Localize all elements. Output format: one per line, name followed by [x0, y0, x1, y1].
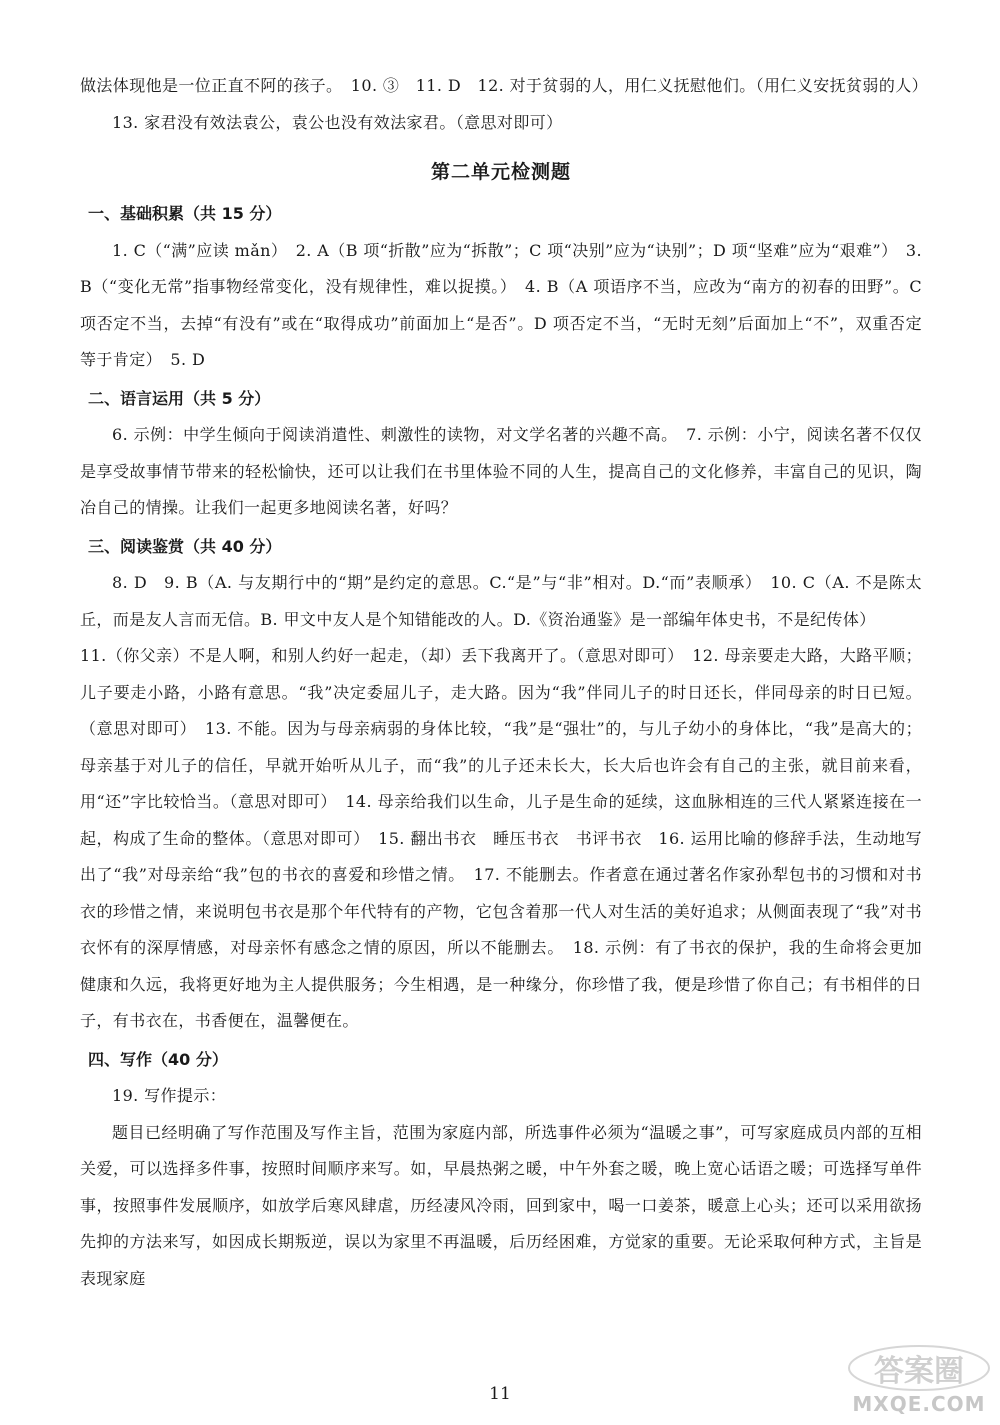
section-heading-language: 二、语言运用（共 5 分）: [88, 388, 271, 408]
section-writing-paragraph-1: 19. 写作提示：: [112, 1086, 227, 1105]
watermark-cjk-text: 答案圈: [874, 1354, 964, 1389]
section-reading-paragraph-2: 11.（你父亲）不是人啊，和别人约好一起走，（却）丢下我离开了。（意思对即可） 12. 母亲要走大路，大路平顺；儿子要走小路，小路有意思。“我”决定委屈儿子，走大路。因为“我”伴同儿子的时日还长，伴同母亲的时日已短。（意思对即可） 13. 不能。因为与母亲病弱的身体比较，“我”是“强壮”的，与儿子幼小的身体比，“我”是高大的；母亲基于对儿子的信任，早就开始听从儿子，而“我”的儿子还未长大，长大后也许会有自己的主张，就目前来看，用“还”字比较恰当。（意思对即可） 14. 母亲给我们以生命，儿子是生命的延续，这血脉相连的三代人紧紧连接在一起，构成了生命的整体。（意思对即可） 15. 翻出书衣 睡压书衣 书评书衣 16. 运用比喻的修辞手法，生动地写出了“我”对母亲给“我”包的书衣的喜爱和珍惜之情。 17. 不能删去。作者意在通过著名作家孙犁包书的习惯和对书衣的珍惜之情，来说明包书衣是那个年代特有的产物，它包含着那一代人对生活的美好追求；从侧面表现了“我”对书衣怀有的深厚情感，对母亲怀有感念之情的原因，所以不能删去。 18. 示例：有了书衣的保护，我的生命将会更加健康和久远，我将更好地为主人提供服务；今生相遇，是一种缘分，你珍惜了我，便是珍惜了你自己；有书相伴的日子，有书衣在，书香便在，温馨便在。: [80, 646, 922, 1030]
section-language-paragraph: 6. 示例：中学生倾向于阅读消遣性、刺激性的读物，对文学名著的兴趣不高。 7. 示例：小宁，阅读名著不仅仅是享受故事情节带来的轻松愉快，还可以让我们在书里体验不同的人生，提高自己的文化修养，丰富自己的见识，陶冶自己的情操。让我们一起更多地阅读名著，好吗？: [80, 425, 922, 517]
section-heading-writing: 四、写作（40 分）: [88, 1049, 228, 1069]
unit-title: 第二单元检测题: [430, 161, 571, 183]
section-writing-paragraph-2: 题目已经明确了写作范围及写作主旨，范围为家庭内部，所选事件必须为“温暖之事”，可写家庭成员内部的互相关爱，可以选择多件事，按照时间顺序来写。如，早晨热粥之暖，中午外套之暖，晚上宽心话语之暖；可选择写单件事，按照事件发展顺序，如放学后寒风肆虐，历经凄风冷雨，回到家中，喝一口姜茶，暖意上心头；还可以采用欲扬先抑的方法来写，如因成长期叛逆，误以为家里不再温暖，后历经困难，方觉家的重要。无论采取何种方式，主旨是表现家庭: [80, 1122, 922, 1288]
watermark-logo: [844, 1342, 994, 1420]
answer-13-paragraph: 13. 家君没有效法袁公，袁公也没有效法家君。（意思对即可）: [112, 112, 563, 132]
section-heading-reading: 三、阅读鉴赏（共 40 分）: [88, 536, 282, 556]
section-basic-paragraph: 1. C（“满”应读 mǎn） 2. A（B 项“折散”应为“拆散”；C 项“决别”应为“诀别”；D 项“坚难”应为“艰难”） 3. B（“变化无常”指事物经常变化，没有规律性，难以捉摸。） 4. B（A 项语序不当，应改为“南方的初春的田野”。C 项否定不当，去掉“有没有”或在“取得成功”前面加上“是否”。D 项否定不当，“无时无刻”后面加上“不”，双重否定等于肯定） 5. D: [80, 240, 922, 369]
page-number: 11: [489, 1384, 511, 1404]
section-heading-basic: 一、基础积累（共 15 分）: [88, 204, 282, 223]
section-reading-paragraph-1: 8. D 9. B（A. 与友期行中的“期”是约定的意思。C.“是”与“非”相对。D.“而”表顺承） 10. C（A. 不是陈太丘，而是友人言而无信。B. 甲文中友人是个知错能改的人。D.《资治通鉴》是一部编年体史书，不是纪传体）: [80, 573, 922, 629]
continued-paragraph: 做法体现他是一位正直不阿的孩子。 10. ③ 11. D 12. 对于贫弱的人，用仁义抚慰他们。（用仁义安抚贫弱的人）: [80, 76, 929, 95]
watermark-latin-text: MXQE.COM: [852, 1392, 986, 1416]
